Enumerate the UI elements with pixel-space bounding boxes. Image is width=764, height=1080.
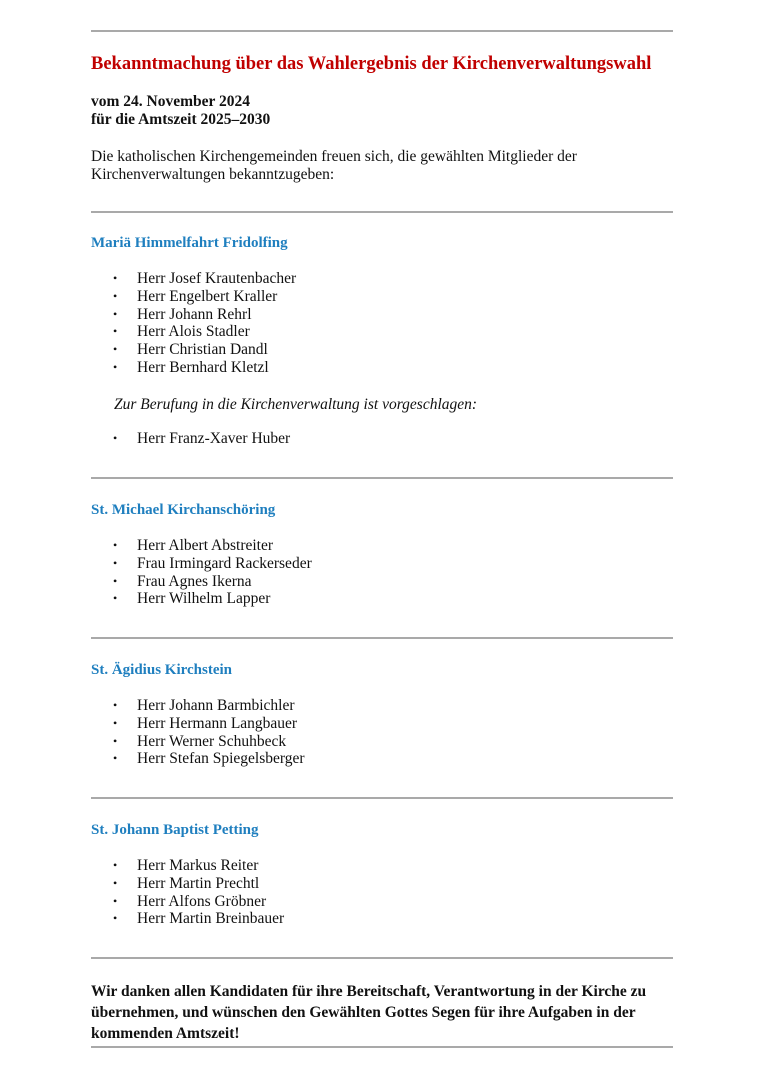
parish-heading-kirchanschoering: St. Michael Kirchanschöring [91, 502, 276, 518]
bullet-icon: • [113, 911, 118, 926]
bullet-icon: • [113, 342, 118, 357]
bullet-icon: • [113, 875, 118, 890]
parish-heading-petting: St. Johann Baptist Petting [91, 822, 259, 838]
bullet-icon: • [113, 271, 118, 285]
list-item: • Herr Albert Abstreiter [113, 537, 274, 554]
bullet-icon: • [113, 858, 118, 872]
member-list-fridolfing [91, 270, 296, 377]
list-item: • Herr Werner Schuhbeck [113, 732, 287, 750]
bullet-icon: • [113, 733, 118, 748]
list-item: • Herr Bernhard Kletzl [113, 358, 269, 376]
closing-line-1: Wir danken allen Kandidaten für ihre Bereitschaft, Verantwortung in der Kirche zu [91, 983, 647, 1000]
member-list-kirchanschoering [91, 537, 312, 608]
bullet-icon: • [113, 751, 118, 766]
list-item: • Herr Engelbert Kraller [113, 287, 278, 305]
bullet-icon: • [113, 538, 118, 552]
closing-statement [91, 981, 673, 1044]
closing-line-2: übernehmen, und wünschen den Gewählten Gottes Segen für ihre Aufgaben in der [91, 1004, 636, 1021]
proposal-note: Zur Berufung in die Kirchenverwaltung ist vorgeschlagen: [114, 396, 478, 413]
divider-3 [91, 637, 673, 639]
bullet-icon: • [113, 715, 118, 730]
bullet-icon: • [113, 288, 118, 303]
divider-top [91, 30, 673, 32]
list-item: • Herr Johann Rehrl [113, 305, 252, 323]
list-item: • Herr Franz-Xaver Huber [113, 430, 291, 447]
list-item: • Herr Johann Barmbichler [113, 697, 295, 714]
list-item: • Herr Christian Dandl [113, 341, 268, 359]
bullet-icon: • [113, 698, 118, 712]
list-item: • Herr Josef Krautenbacher [113, 270, 297, 287]
intro-line-1: Die katholischen Kirchengemeinden freuen sich, die gewählten Mitglieder der [91, 148, 577, 165]
member-list-petting [91, 857, 284, 928]
bullet-icon: • [113, 555, 118, 570]
proposed-list-fridolfing [91, 430, 290, 448]
bullet-icon: • [113, 431, 118, 445]
bullet-icon: • [113, 591, 118, 606]
divider-2 [91, 477, 673, 479]
divider-bottom [91, 1046, 673, 1048]
parish-heading-kirchstein: St. Ägidius Kirchstein [91, 662, 232, 678]
divider-4 [91, 797, 673, 799]
list-item: • Herr Wilhelm Lapper [113, 590, 271, 608]
list-item: • Herr Alois Stadler [113, 323, 250, 341]
intro-line-2: Kirchenverwaltungen bekanntzugeben: [91, 166, 335, 183]
list-item: • Frau Agnes Ikerna [113, 572, 252, 590]
parish-heading-fridolfing: Mariä Himmelfahrt Fridolfing [91, 235, 288, 251]
divider-1 [91, 211, 673, 213]
bullet-icon: • [113, 893, 118, 908]
list-item: • Herr Martin Prechtl [113, 874, 260, 892]
date-line: vom 24. November 2024 [91, 93, 250, 110]
term-line: für die Amtszeit 2025–2030 [91, 111, 271, 128]
closing-line-3: kommenden Amtszeit! [91, 1025, 240, 1042]
bullet-icon: • [113, 306, 118, 321]
bullet-icon: • [113, 573, 118, 588]
list-item: • Herr Alfons Gröbner [113, 892, 267, 910]
list-item: • Herr Stefan Spiegelsberger [113, 750, 305, 768]
list-item: • Herr Hermann Langbauer [113, 714, 298, 732]
bullet-icon: • [113, 324, 118, 339]
divider-5 [91, 957, 673, 959]
bullet-icon: • [113, 359, 118, 374]
list-item: • Herr Martin Breinbauer [113, 910, 285, 928]
list-item: • Herr Markus Reiter [113, 857, 259, 874]
page-title: Bekanntmachung über das Wahlergebnis der Kirchenverwaltungswahl [91, 54, 652, 74]
list-item: • Frau Irmingard Rackerseder [113, 554, 312, 572]
member-list-kirchstein [91, 697, 305, 768]
